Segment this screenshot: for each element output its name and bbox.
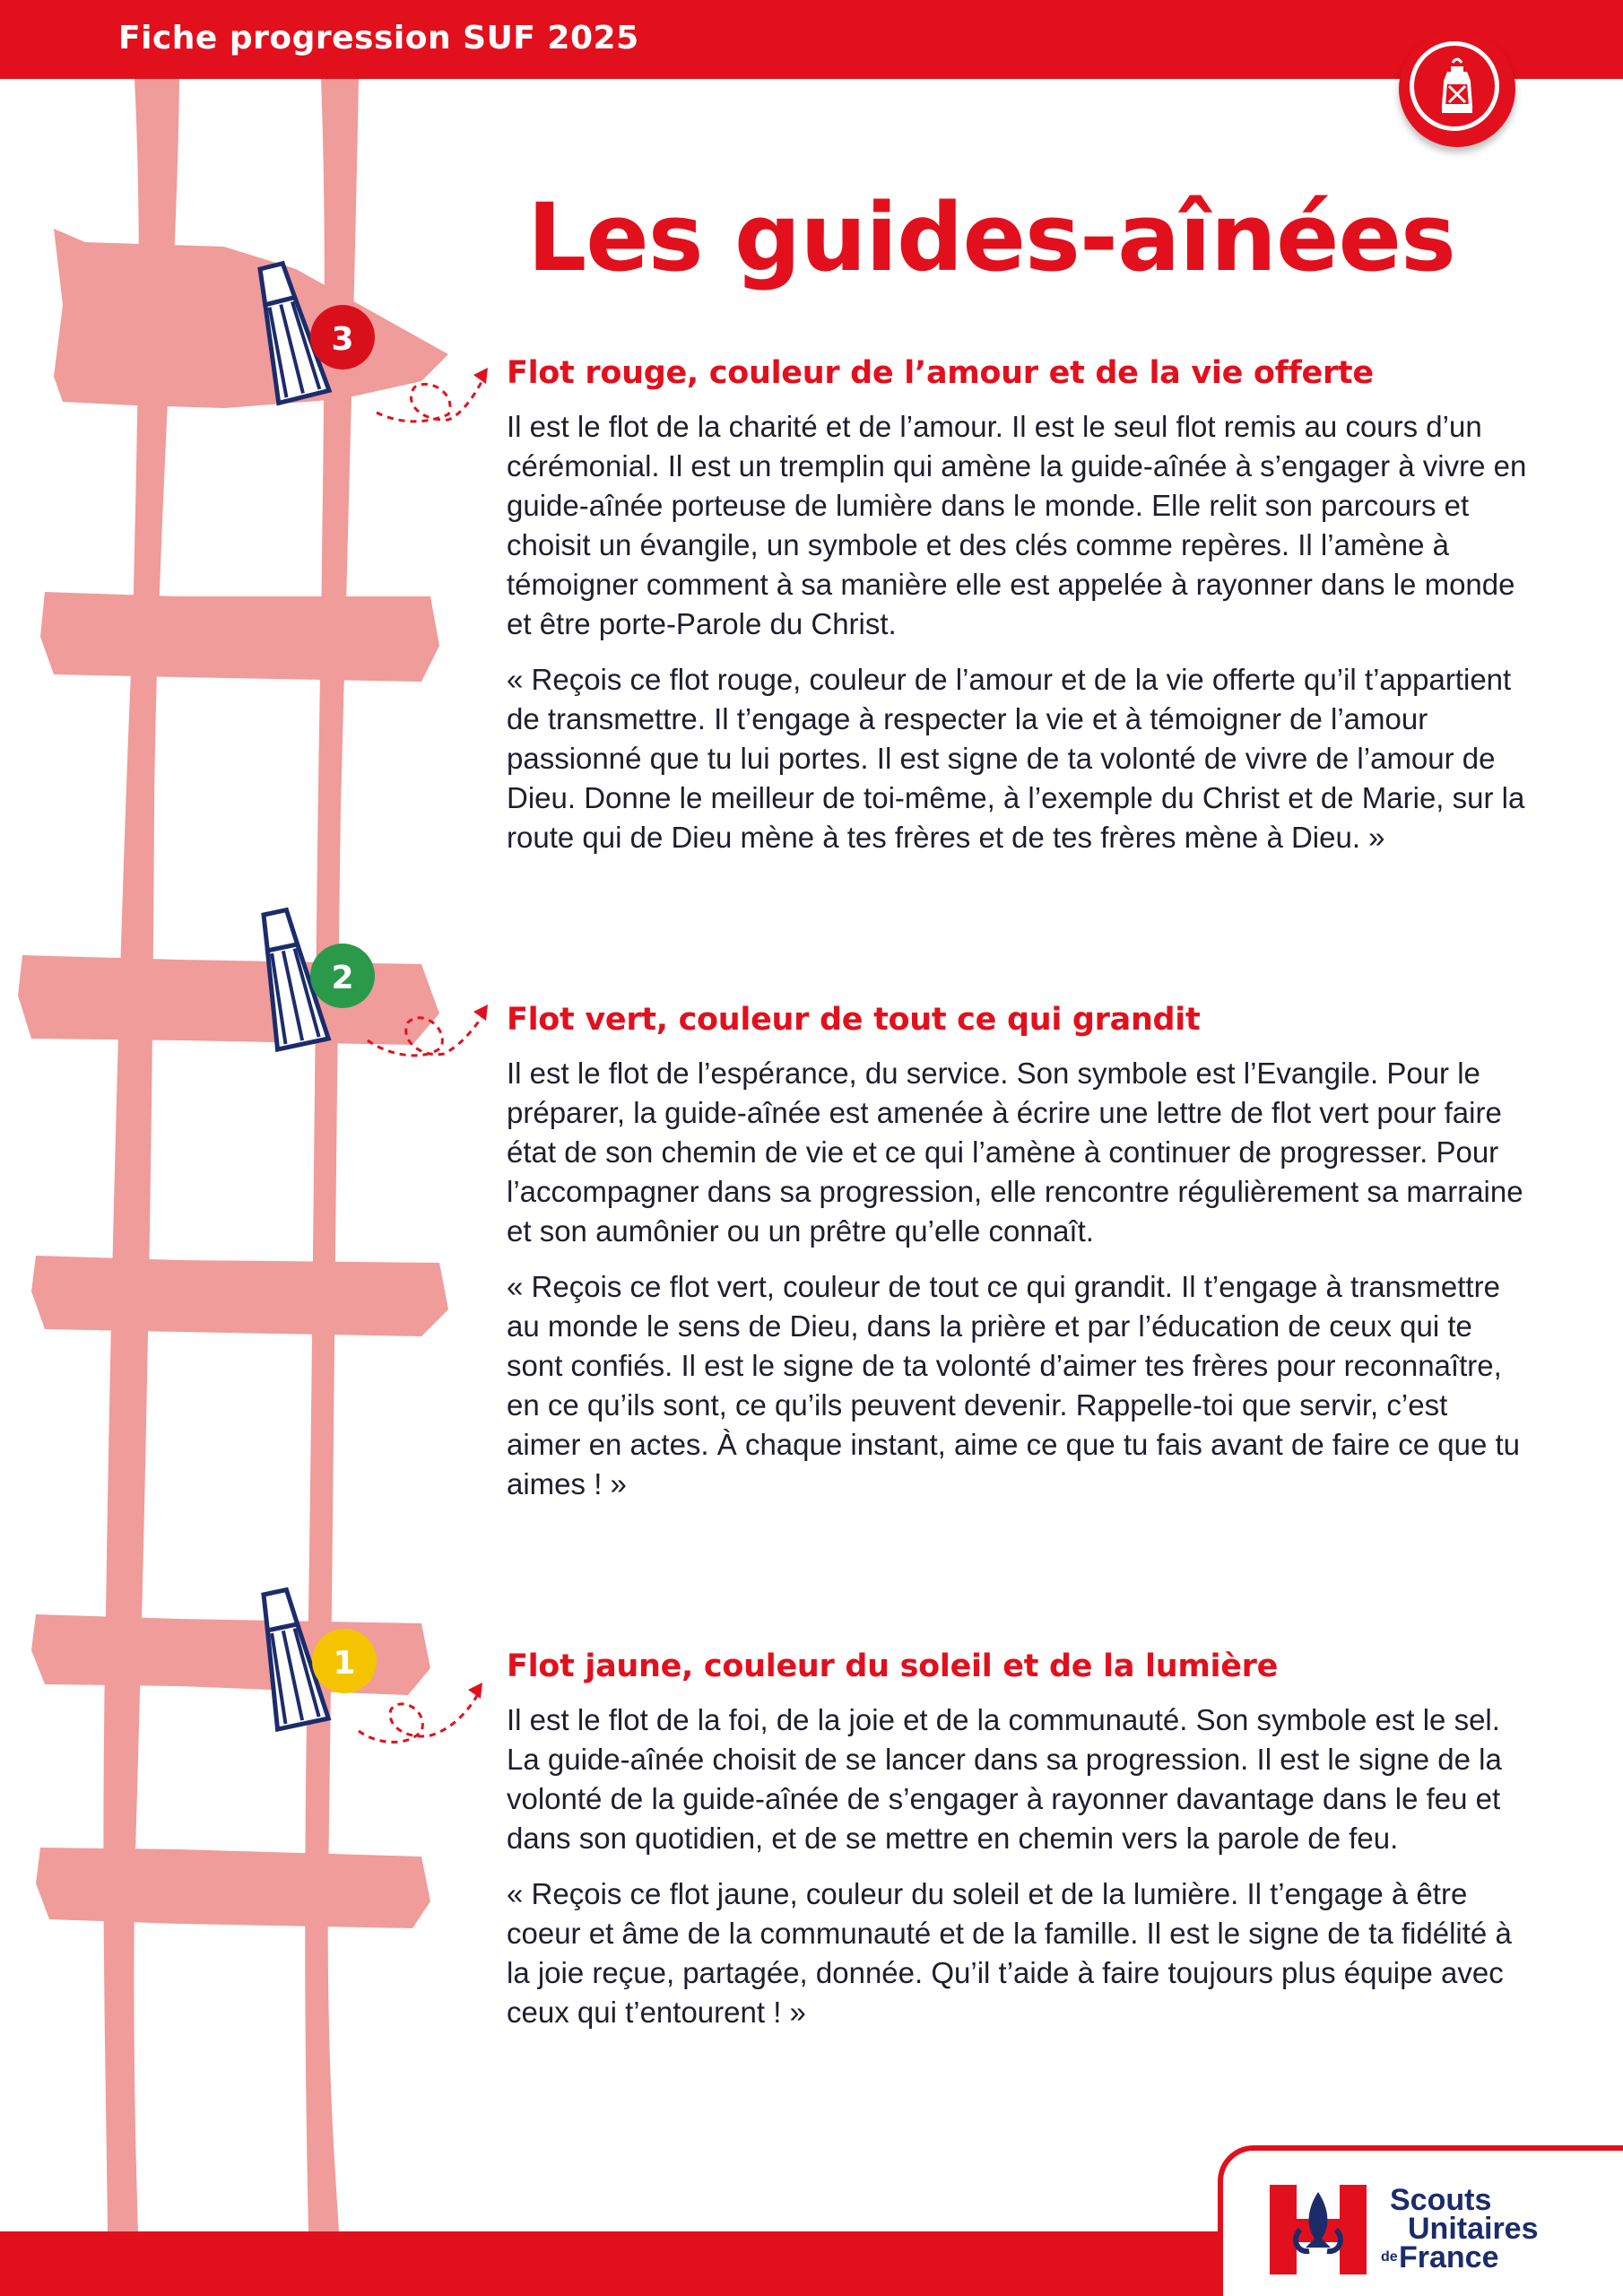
logo-line-3: de [1381,2249,1398,2265]
section-text: Il est le flot de la foi, de la joie et de la communauté. Son symbole est le sel. La guide-aînée choisit de se lancer dans sa progression. Il est le signe de la volonté de la guide-aînée de s’engager à rayonner davantage dans le feu et dans son quotidien, et de se mettre en chemin vers la parole de feu. [507,1703,1502,1855]
section-flot-jaune [507,1648,1529,2048]
section-quote: « Reçois ce flot rouge, couleur de l’amour et de la vie offerte qu’il t’appartient de transmettre. Il t’engage à respecter la vie et à témoigner de l’amour passionné que tu lui portes. Il est signe de ta volonté de vivre de l’amour de Dieu. Donne le meilleur de toi-même, à l’exemple du Christ et de Marie, sur la route qui de Dieu mène à tes frères et de tes frères mène à Dieu. » [507,663,1525,854]
ladder-rung-1 [54,229,448,408]
ladder-rung-2 [40,592,439,682]
step-2-number: 2 [331,960,354,996]
section-flot-vert [507,1002,1529,1520]
section-flot-rouge [507,355,1529,874]
logo [1218,2145,1623,2296]
section-text: Il est le flot de la charité et de l’amour. Il est le seul flot remis au cours d’un cérémonial. Il est un tremplin qui amène la guide-aînée à s’engager à vivre en guide-aînée porteuse de lumière dans le monde. Elle relit son parcours et choisit un évangile, un symbole et des clés comme repères. Il l’amène à témoigner comment à sa manière elle est appelée à rayonner dans le monde et être porte-Parole du Christ. [507,410,1527,640]
section-text: Il est le flot de l’espérance, du service. Son symbole est l’Evangile. Pour le préparer, la guide-aînée est amenée à écrire une lettre de flot vert pour faire état de son chemin de vie et ce qui l’amène à continuer de progresser. Pour l’accompagner dans sa progression, elle rencontre régulièrement sa marraine et son aumônier ou un prêtre qu’elle connaît. [507,1057,1523,1248]
section-heading: Flot jaune, couleur du soleil et de la lumière [507,1648,1279,1684]
logo-line-2: Unitaires [1408,2212,1539,2246]
logo-line-1: Scouts [1390,2183,1492,2217]
arrow-1 [359,1691,480,1742]
logo-line-4: France [1399,2240,1499,2274]
step-1-number: 1 [333,1645,356,1682]
page-title: Les guides-aînées [527,183,1455,292]
section-heading: Flot vert, couleur de tout ce qui grandit [507,1002,1201,1038]
section-heading: Flot rouge, couleur de l’amour et de la vie offerte [507,355,1374,391]
ladder-rung-3 [18,955,439,1045]
ladder-illustration [0,79,502,2231]
lantern-icon [1399,30,1515,147]
scout-logo-icon [1264,2176,1372,2283]
lantern-badge [1399,30,1515,147]
header-title: Fiche progression SUF 2025 [118,20,639,57]
section-quote: « Reçois ce flot jaune, couleur du soleil et de la lumière. Il t’engage à être coeur et âme de la communauté et de la famille. Il est le signe de ta fidélité à la joie reçue, partagée, donnée. Qu’il t’aide à faire toujours plus équipe avec ceux qui t’entourent ! » [507,1877,1512,2029]
header-bar [0,0,1623,79]
section-quote: « Reçois ce flot vert, couleur de tout ce qui grandit. Il t’engage à transmettre au monde le sens de Dieu, dans la prière et par l’éducation de ceux qui te sont confiés. Il est le signe de ta volonté d’aimer tes frères pour reconnaître, en ce qu’ils sont, ce qu’ils peuvent devenir. Rappelle-toi que servir, c’est aimer en actes. À chaque instant, aime ce que tu fais avant de faire ce que tu aimes ! » [507,1270,1521,1500]
step-3-number: 3 [331,321,354,358]
ladder-rung-4 [31,1256,448,1336]
ladder-rung-6 [36,1848,430,1928]
